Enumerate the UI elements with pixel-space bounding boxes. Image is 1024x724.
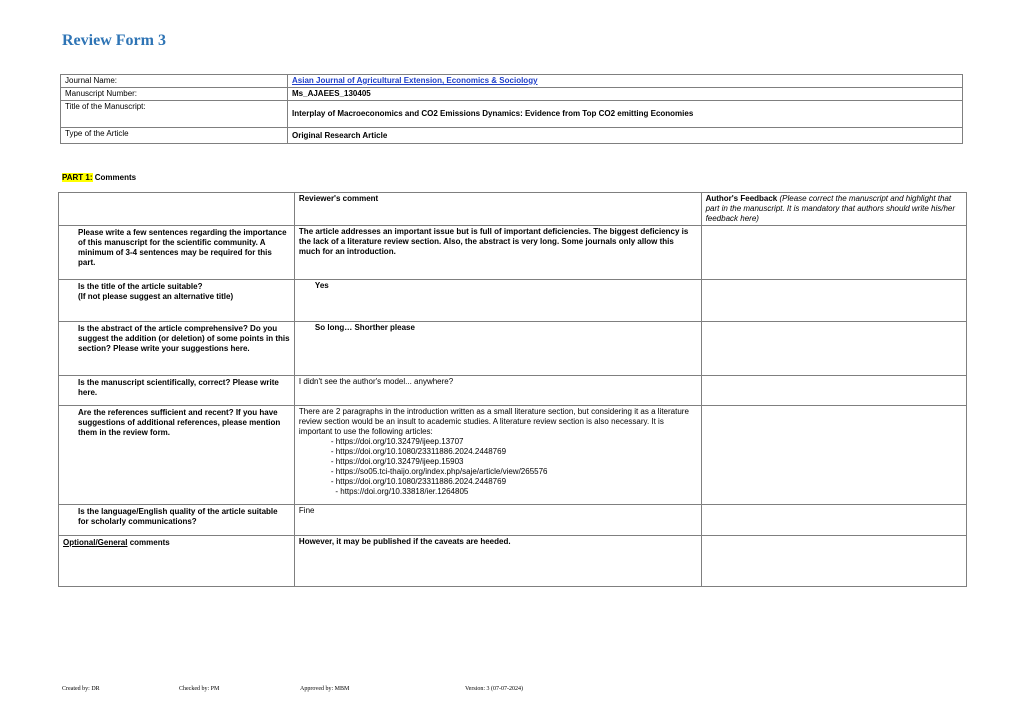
optional-general-label [59, 536, 295, 587]
reviewer-comment-header: Reviewer's comment [294, 193, 701, 226]
question-abstract: Is the abstract of the article comprehensive? Do you suggest the addition (or deletion) of some points in this section? Please write your suggestions here. [59, 322, 295, 376]
table-row [59, 505, 967, 536]
reviewer-comment-general: However, it may be published if the caveats are heeded. [294, 536, 701, 587]
question-language: Is the language/English quality of the article suitable for scholarly communications? [59, 505, 295, 536]
reference-item: - https://doi.org/10.32479/ijeep.13707 [330, 437, 464, 446]
reference-item: - https://so05.tci-thaijo.org/index.php/saje/article/view/265576 [330, 467, 548, 476]
table-row [59, 322, 967, 376]
reference-item: - https://doi.org/10.33818/ier.1264805 [330, 487, 469, 496]
author-feedback-cell[interactable] [701, 376, 966, 406]
author-feedback-cell[interactable] [701, 406, 966, 505]
footer-version: Version: 3 (07-07-2024) [465, 686, 523, 692]
author-feedback-cell[interactable] [701, 536, 966, 587]
reference-item: - https://doi.org/10.1080/23311886.2024.2448769 [330, 447, 507, 456]
optional-general-underlined: Optional/General [63, 538, 128, 547]
journal-name-cell [288, 75, 963, 88]
table-row [59, 536, 967, 587]
info-row-type [61, 128, 963, 144]
author-feedback-header-bold: Author's Feedback [705, 194, 778, 203]
question-title-suitable: Is the title of the article suitable? (If not please suggest an alternative title) [59, 280, 295, 322]
reviewer-comment-scientific: I didn't see the author's model... anywhere? [294, 376, 701, 406]
reviewer-comment-title: Yes [294, 280, 701, 322]
author-feedback-header-note: (Please correct the manuscript and highlight that part in the manuscript. It is mandatory that authors should write his/her feedback here) [705, 194, 956, 223]
manuscript-title-label: Title of the Manuscript: [61, 101, 288, 128]
header-row [59, 193, 967, 226]
table-row [59, 406, 967, 505]
reference-list [299, 437, 697, 497]
table-row [59, 280, 967, 322]
author-feedback-cell[interactable] [701, 505, 966, 536]
question-importance: Please write a few sentences regarding the importance of this manuscript for the scientific community. A minimum of 3-4 sentences may be required for this part. [59, 226, 295, 280]
journal-name-label: Journal Name: [61, 75, 288, 88]
header-empty-cell [59, 193, 295, 226]
review-comments-table [58, 192, 967, 587]
manuscript-number-value: Ms_AJAEES_130405 [288, 88, 963, 101]
reviewer-comment-references [294, 406, 701, 505]
table-row [59, 226, 967, 280]
info-row-journal [61, 75, 963, 88]
footer-approved-by: Approved by: MBM [300, 686, 350, 692]
form-title: Review Form 3 [62, 32, 166, 49]
author-feedback-cell[interactable] [701, 226, 966, 280]
table-row [59, 376, 967, 406]
info-row-title [61, 101, 963, 128]
part-label: PART 1: [62, 173, 93, 182]
author-feedback-cell[interactable] [701, 280, 966, 322]
article-type-value: Original Research Article [288, 128, 963, 144]
info-row-manuscript-number [61, 88, 963, 101]
reviewer-comment-importance: The article addresses an important issue but is full of important deficiencies. The biggest deficiency is the lack of a literature review section. Also, the abstract is very long. Some journals only allow this much for an introduction. [294, 226, 701, 280]
part-heading [62, 173, 136, 182]
author-feedback-cell[interactable] [701, 322, 966, 376]
manuscript-title-value: Interplay of Macroeconomics and CO2 Emissions Dynamics: Evidence from Top CO2 emitting Economies [288, 101, 963, 128]
reviewer-comment-language: Fine [294, 505, 701, 536]
journal-name-link[interactable]: Asian Journal of Agricultural Extension, Economics & Sociology [292, 76, 538, 85]
footer-created-by: Created by: DR [62, 686, 100, 692]
article-type-label: Type of the Article [61, 128, 288, 144]
question-references: Are the references sufficient and recent? If you have suggestions of additional references, please mention them in the review form. [59, 406, 295, 505]
manuscript-info-table [60, 74, 963, 144]
author-feedback-header [701, 193, 966, 226]
optional-general-rest: comments [127, 538, 170, 547]
footer-checked-by: Checked by: PM [179, 686, 220, 692]
manuscript-number-label: Manuscript Number: [61, 88, 288, 101]
reviewer-comment-abstract: So long… Shorther please [294, 322, 701, 376]
part-title: Comments [94, 173, 137, 182]
reference-item: - https://doi.org/10.32479/ijeep.15903 [330, 457, 464, 466]
reference-item: - https://doi.org/10.1080/23311886.2024.2448769 [330, 477, 507, 486]
question-scientific: Is the manuscript scientifically, correct? Please write here. [59, 376, 295, 406]
references-comment-text: There are 2 paragraphs in the introduction written as a small literature section, but considering it as a literature review section would be an insult to academic studies. A literature review section is also necessary. It is important to use the following articles: [298, 407, 689, 436]
